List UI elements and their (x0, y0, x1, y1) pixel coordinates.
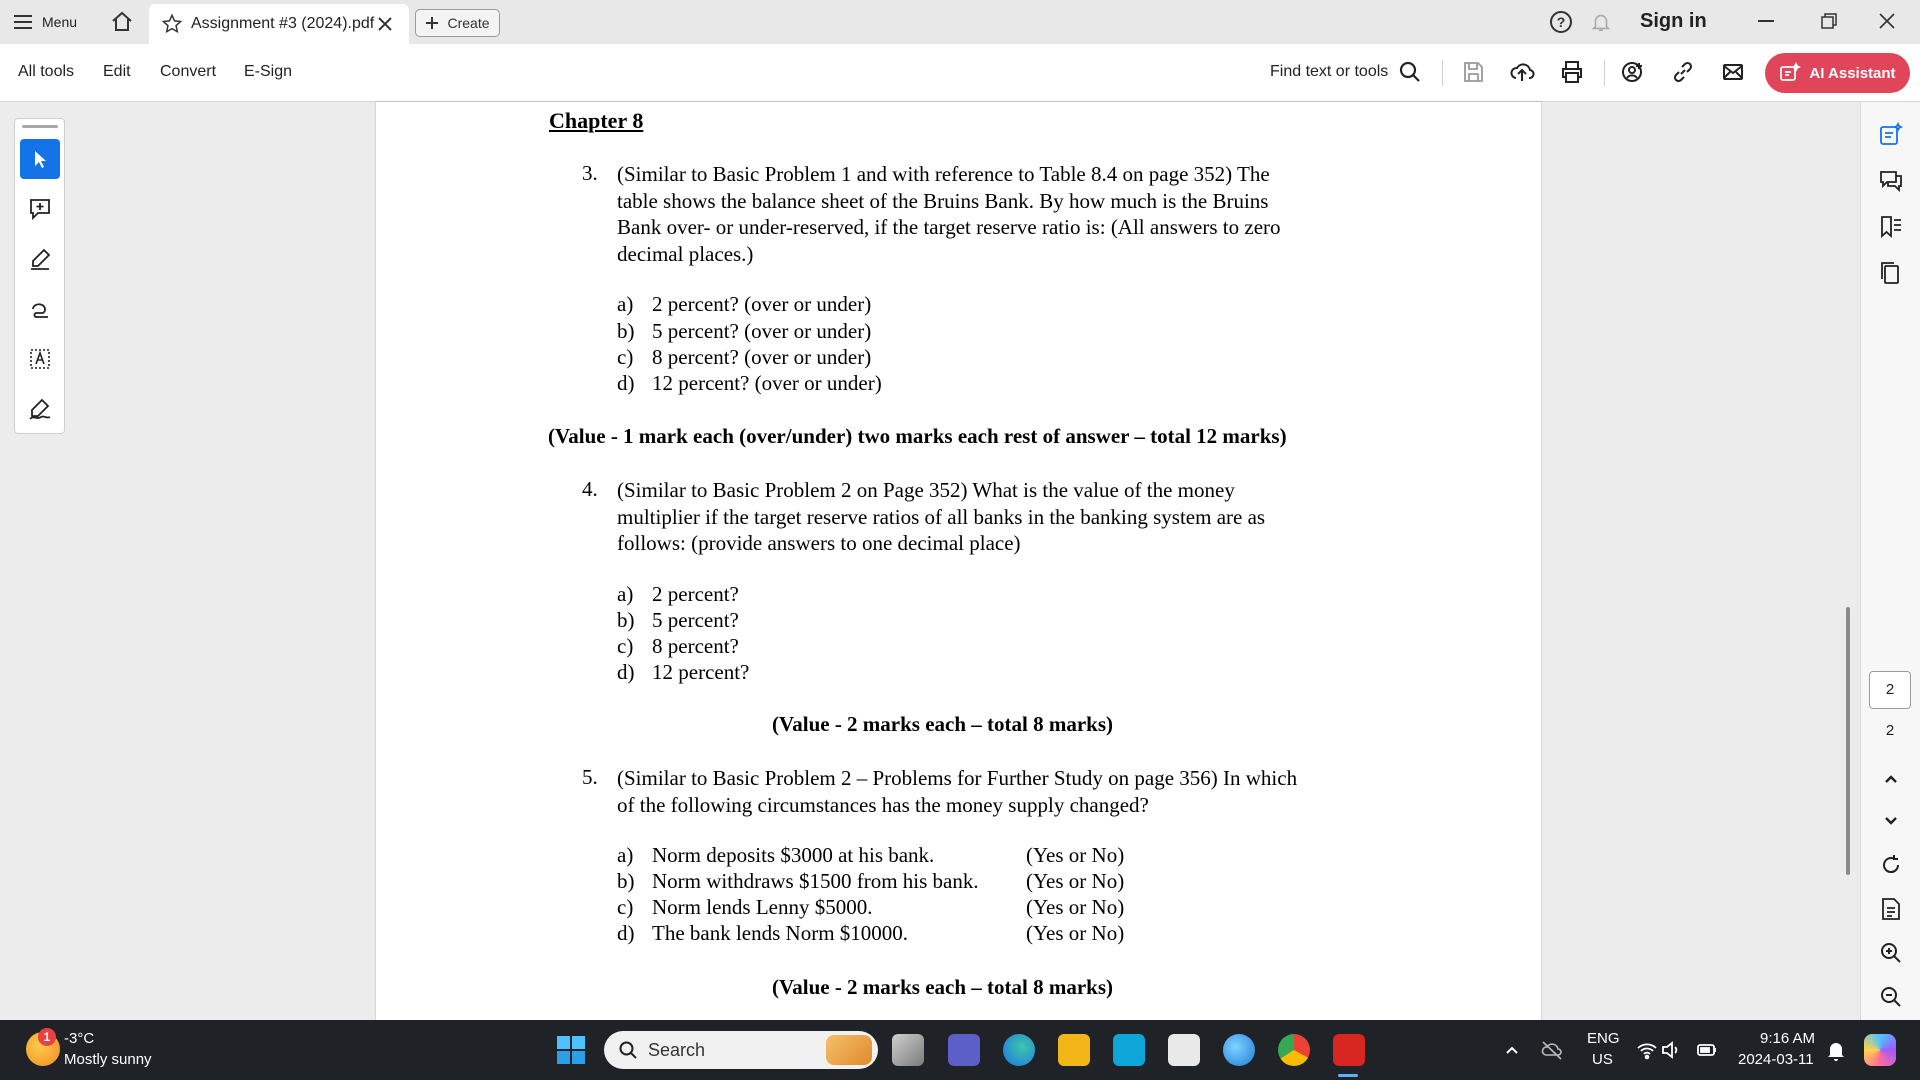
file-explorer-icon[interactable] (1058, 1034, 1090, 1066)
option-text: Norm deposits $3000 at his bank. (652, 843, 935, 867)
close-window-icon[interactable] (1876, 10, 1898, 32)
current-page-input[interactable]: 2 (1869, 671, 1911, 709)
fill-sign-tool[interactable] (20, 389, 60, 429)
myhp-icon[interactable] (1113, 1034, 1145, 1066)
notification-bell-icon[interactable] (1590, 11, 1612, 33)
chrome-icon[interactable] (1278, 1034, 1310, 1066)
option-letter: c) (617, 634, 634, 658)
q5-answer-b: (Yes or No) (1026, 869, 1125, 893)
generative-summary-icon[interactable] (1878, 122, 1904, 148)
active-app-indicator (1338, 1074, 1358, 1077)
q5-answer-d: (Yes or No) (1026, 921, 1125, 945)
text-box-tool[interactable] (20, 339, 60, 379)
chevron-up-icon[interactable] (1502, 1040, 1522, 1060)
option-text: 5 percent? (652, 608, 739, 632)
q4-value-note: (Value - 2 marks each – total 8 marks) (772, 712, 1114, 736)
option-letter: d) (617, 371, 635, 395)
main-toolbar (0, 44, 1920, 102)
search-icon[interactable] (1397, 59, 1423, 85)
question-4-text (617, 477, 1265, 557)
text-line: of the following circumstances has the money supply changed? (617, 792, 1149, 817)
save-icon[interactable] (1460, 59, 1486, 85)
text-line: decimal places.) (617, 241, 754, 266)
add-comment-tool[interactable] (20, 189, 60, 229)
quick-tools-panel (14, 118, 65, 434)
bookmarks-icon[interactable] (1878, 214, 1904, 240)
ai-assistant-label: AI Assistant (1809, 64, 1896, 82)
panel-grip[interactable] (22, 125, 58, 128)
option-text: Norm lends Lenny $5000. (652, 895, 873, 919)
option-text: 12 percent? (over or under) (652, 371, 882, 395)
menu-e-sign[interactable]: E-Sign (244, 63, 293, 80)
help-app-icon[interactable] (1223, 1034, 1255, 1066)
document-viewport[interactable] (0, 102, 1920, 1020)
option-text: 2 percent? (652, 582, 739, 606)
print-icon[interactable] (1559, 59, 1585, 85)
teams-icon[interactable] (948, 1034, 980, 1066)
option-text: 8 percent? (652, 634, 739, 658)
option-letter: c) (617, 895, 634, 919)
taskbar-search-placeholder: Search (648, 1039, 706, 1060)
page-info-icon[interactable] (1878, 896, 1904, 922)
close-tab-icon[interactable] (375, 14, 395, 34)
menu-button[interactable] (14, 10, 77, 34)
add-comment-icon (28, 197, 52, 221)
option-letter: b) (617, 608, 635, 632)
right-side-panel (1860, 102, 1920, 1020)
notification-bell-icon[interactable] (1826, 1040, 1846, 1062)
highlight-pen-icon (28, 247, 52, 271)
text-line: table shows the balance sheet of the Bruins Bank. By how much is the Bruins (617, 188, 1269, 213)
windows-taskbar (0, 1020, 1920, 1080)
language-indicator[interactable]: ENG (1587, 1030, 1620, 1047)
select-tool[interactable] (20, 139, 60, 179)
q4-option-a (617, 582, 739, 607)
battery-icon[interactable] (1696, 1040, 1718, 1060)
zoom-out-icon[interactable] (1878, 984, 1904, 1010)
toolbar-divider (1442, 60, 1443, 86)
option-letter: d) (617, 660, 635, 684)
edge-browser-icon[interactable] (1003, 1034, 1035, 1066)
tab-title: Assignment #3 (2024).pdf (191, 15, 375, 32)
rotate-icon[interactable] (1878, 852, 1904, 878)
comments-icon[interactable] (1878, 168, 1904, 194)
draw-tool[interactable] (20, 289, 60, 329)
question-5-number: 5. (582, 765, 598, 789)
title-bar (0, 0, 1920, 44)
text-line: (Similar to Basic Problem 1 and with reference to Table 8.4 on page 352) The (617, 162, 1270, 186)
option-letter: b) (617, 869, 635, 893)
q4-option-b (617, 608, 739, 633)
q3-value-note: (Value - 1 mark each (over/under) two marks each rest of answer – total 12 marks) (548, 424, 1287, 448)
search-icon (618, 1040, 638, 1060)
create-button[interactable] (415, 9, 500, 37)
q5-option-c (617, 895, 872, 920)
text-line: (Similar to Basic Problem 2 – Problems for Further Study on page 356) In which (617, 766, 1298, 790)
wifi-icon[interactable] (1636, 1040, 1658, 1060)
toolbar-divider (1604, 60, 1605, 86)
previous-page-icon[interactable] (1878, 766, 1904, 792)
weather-temperature[interactable]: -3°C (64, 1030, 95, 1047)
taskbar-search-box[interactable] (604, 1031, 878, 1069)
highlight-tool[interactable] (20, 239, 60, 279)
menu-convert[interactable]: Convert (160, 63, 217, 80)
option-letter: a) (617, 843, 634, 867)
pdf-page[interactable] (376, 102, 1541, 1020)
text-line: (Similar to Basic Problem 2 on Page 352) What is the value of the money (617, 478, 1235, 502)
q4-option-c (617, 634, 739, 659)
option-letter: b) (617, 319, 635, 343)
option-letter: a) (617, 292, 634, 316)
task-view-icon[interactable] (892, 1034, 924, 1066)
star-icon[interactable] (161, 13, 183, 35)
text-line: follows: (provide answers to one decimal place) (617, 531, 1021, 555)
email-icon[interactable] (1720, 59, 1746, 85)
text-line: multiplier if the target reserve ratios of all banks in the banking system are as (617, 504, 1266, 529)
q3-option-b (617, 319, 871, 344)
share-user-icon[interactable] (1620, 59, 1646, 85)
onedrive-off-icon[interactable] (1540, 1038, 1564, 1062)
help-icon[interactable]: ? (1550, 11, 1572, 33)
q5-option-d (617, 921, 908, 946)
menu-all-tools[interactable]: All tools (18, 63, 75, 80)
menu-label: Menu (42, 14, 78, 30)
clock-time[interactable]: 9:16 AM (1760, 1030, 1816, 1047)
option-text: 5 percent? (over or under) (652, 319, 872, 343)
q5-answer-c: (Yes or No) (1026, 895, 1125, 919)
question-4-number: 4. (582, 477, 598, 501)
vertical-scrollbar[interactable] (1846, 607, 1850, 875)
sign-in-button[interactable]: Sign in (1640, 10, 1707, 32)
draw-freehand-icon (28, 297, 52, 321)
option-text: 8 percent? (over or under) (652, 345, 872, 369)
q5-option-a (617, 843, 934, 868)
create-label: Create (447, 15, 490, 31)
upload-cloud-icon[interactable] (1509, 59, 1535, 85)
q5-value-note: (Value - 2 marks each – total 8 marks) (772, 975, 1114, 999)
microsoft-store-icon[interactable] (1168, 1034, 1200, 1066)
fill-sign-icon (28, 397, 52, 421)
next-page-icon[interactable] (1878, 808, 1904, 834)
weather-condition[interactable]: Mostly sunny (64, 1051, 152, 1068)
weather-badge: 1 (38, 1028, 56, 1046)
page-thumbnails-icon[interactable] (1878, 260, 1904, 286)
option-text: Norm withdraws $1500 from his bank. (652, 869, 979, 893)
q3-option-c (617, 345, 871, 370)
plus-icon (425, 16, 439, 30)
q5-answer-a: (Yes or No) (1026, 843, 1125, 867)
hamburger-icon (14, 15, 32, 29)
text-box-icon (28, 347, 52, 371)
link-icon[interactable] (1670, 59, 1696, 85)
option-letter: d) (617, 921, 635, 945)
clock-date[interactable]: 2024-03-11 (1738, 1051, 1814, 1068)
search-highlight-icon (826, 1035, 872, 1065)
ai-assistant-button[interactable] (1765, 53, 1910, 93)
question-3-text (617, 161, 1281, 267)
minimize-icon[interactable] (1758, 20, 1774, 22)
text-line: Bank over- or under-reserved, if the target reserve ratio is: (All answers to zero (617, 215, 1281, 239)
volume-icon[interactable] (1660, 1040, 1682, 1060)
option-text: 12 percent? (652, 660, 750, 684)
q5-option-b (617, 869, 979, 894)
language-region[interactable]: US (1592, 1051, 1613, 1068)
q3-option-a (617, 292, 871, 317)
chapter-heading: Chapter 8 (549, 108, 644, 133)
acrobat-icon[interactable] (1333, 1034, 1365, 1066)
question-3-number: 3. (582, 161, 598, 185)
find-text-or-tools[interactable]: Find text or tools (1270, 63, 1389, 80)
menu-edit[interactable]: Edit (103, 63, 131, 80)
windows-start-icon[interactable] (556, 1035, 586, 1065)
total-pages: 2 (1885, 722, 1895, 739)
restore-window-icon[interactable] (1820, 12, 1838, 30)
question-5-text (617, 765, 1297, 818)
option-letter: a) (617, 582, 634, 606)
select-cursor-icon (30, 149, 50, 169)
ai-sparkle-icon (1779, 62, 1801, 84)
copilot-icon[interactable] (1864, 1034, 1896, 1066)
q3-option-d (617, 371, 882, 396)
zoom-in-icon[interactable] (1878, 940, 1904, 966)
option-text: 2 percent? (over or under) (652, 292, 872, 316)
document-tab[interactable] (149, 4, 409, 44)
home-icon[interactable] (110, 10, 134, 34)
q4-option-d (617, 660, 749, 685)
option-text: The bank lends Norm $10000. (652, 921, 909, 945)
option-letter: c) (617, 345, 634, 369)
